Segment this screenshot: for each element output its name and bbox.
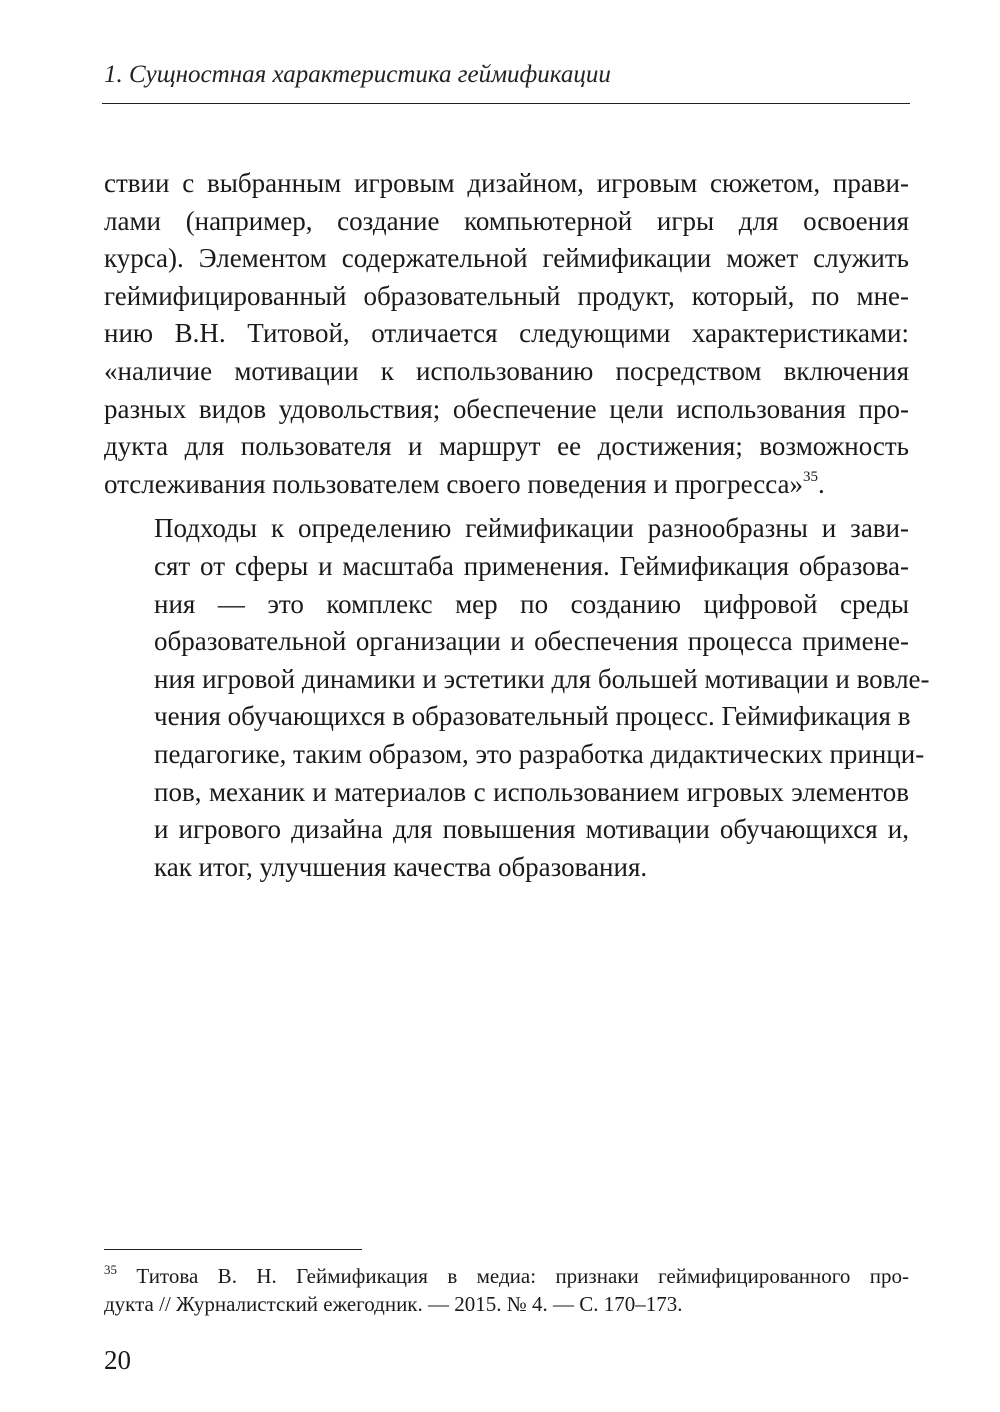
text-line: ния — это комплекс мер по созданию цифровой среды — [154, 588, 909, 619]
text-line: разных видов удовольствия; обеспечение цели использования про- — [104, 393, 909, 424]
text-fragment: отслеживания пользователем своего поведения и прогресса» — [104, 468, 804, 499]
text-line: ствии с выбранным игровым дизайном, игровым сюжетом, прави- — [104, 168, 909, 198]
paragraph-1 — [104, 165, 909, 503]
text-line: Подходы к определению геймификации разнообразны и зави- — [154, 513, 909, 544]
paragraph-2 — [104, 510, 930, 886]
text-line: педагогике, таким образом, это разработка дидактических принци- — [154, 738, 925, 769]
text-line: образовательной организации и обеспечения процесса примене- — [154, 626, 909, 657]
text-line: сят от сферы и масштаба применения. Геймификация образова- — [154, 550, 909, 581]
text-line: дукта для пользователя и маршрут ее достижения; возможность — [104, 431, 909, 462]
text-line: лами (например, создание компьютерной игры для освоения — [104, 205, 909, 236]
footnote — [104, 1262, 909, 1318]
footnote-line: дукта // Журналистский ежегодник. — 2015. № 4. — С. 170–173. — [104, 1292, 683, 1316]
text-line-last: как итог, улучшения качества образования. — [154, 851, 648, 882]
text-line-last — [104, 466, 909, 504]
text-line: геймифицированный образовательный продукт, который, по мне- — [104, 280, 909, 311]
footnote-line — [104, 1262, 909, 1290]
header-rule — [102, 103, 910, 104]
footnote-rule — [104, 1249, 362, 1250]
text-line: «наличие мотивации к использованию посредством включения — [104, 355, 909, 386]
footnote-reference[interactable]: 35 — [803, 468, 819, 485]
text-line: нию В.Н. Титовой, отличается следующими характеристиками: — [104, 318, 909, 349]
text-line: и игрового дизайна для повышения мотивации обучающихся и, — [154, 814, 909, 845]
main-text — [104, 165, 930, 886]
text-line: ния игровой динамики и эстетики для большей мотивации и вовле- — [154, 663, 930, 694]
text-line: пов, механик и материалов с использованием игровых элементов — [154, 776, 909, 807]
sentence-end: . — [818, 468, 825, 499]
footnote-number: 35 — [104, 1262, 117, 1277]
text-line: чения обучающихся в образовательный процесс. Геймификация в — [154, 701, 911, 732]
page-number: 20 — [104, 1345, 131, 1375]
footnote-text: Титова В. Н. Геймификация в медиа: признаки геймифицированного про- — [136, 1264, 909, 1288]
running-title: 1. Сущностная характеристика геймификации — [104, 61, 611, 88]
text-line: курса). Элементом содержательной геймификации может служить — [104, 243, 909, 274]
